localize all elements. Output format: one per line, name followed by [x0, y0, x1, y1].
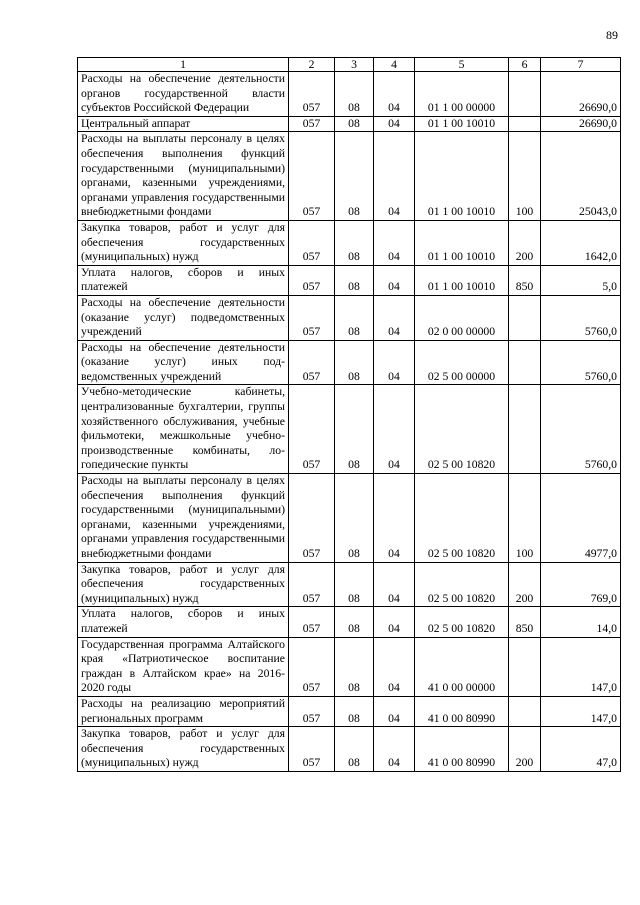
ministry-code-cell: 057: [289, 727, 335, 772]
expense-type-cell: [509, 385, 541, 474]
amount-cell: 5760,0: [541, 385, 621, 474]
ministry-code-cell: 057: [289, 116, 335, 132]
target-article-cell: 02 5 00 10820: [415, 474, 509, 563]
ministry-code-cell: 057: [289, 696, 335, 726]
expense-name-cell: Расходы на обеспечение деятельности органов государственной власти субъектов Российской Федерации: [78, 72, 289, 117]
section-code-cell: 08: [335, 116, 374, 132]
expense-type-cell: 850: [509, 265, 541, 295]
ministry-code-cell: 057: [289, 562, 335, 607]
header-col-1: 1: [78, 58, 289, 72]
ministry-code-cell: 057: [289, 637, 335, 696]
section-code-cell: 08: [335, 696, 374, 726]
expense-name-cell: Закупка товаров, работ и услуг для обеспечения государственных (муниципальных) нужд: [78, 562, 289, 607]
target-article-cell: 01 1 00 10010: [415, 220, 509, 265]
subsection-code-cell: 04: [374, 220, 415, 265]
target-article-cell: 41 0 00 00000: [415, 637, 509, 696]
expense-type-cell: 850: [509, 607, 541, 637]
section-code-cell: 08: [335, 727, 374, 772]
amount-cell: 26690,0: [541, 116, 621, 132]
amount-cell: 47,0: [541, 727, 621, 772]
expense-name-cell: Центральный аппарат: [78, 116, 289, 132]
subsection-code-cell: 04: [374, 295, 415, 340]
target-article-cell: 02 5 00 10820: [415, 385, 509, 474]
header-col-7: 7: [541, 58, 621, 72]
header-col-4: 4: [374, 58, 415, 72]
target-article-cell: 41 0 00 80990: [415, 696, 509, 726]
header-col-5: 5: [415, 58, 509, 72]
header-col-2: 2: [289, 58, 335, 72]
amount-cell: 147,0: [541, 696, 621, 726]
expense-type-cell: 200: [509, 727, 541, 772]
section-code-cell: 08: [335, 340, 374, 385]
ministry-code-cell: 057: [289, 385, 335, 474]
table-row: [78, 72, 621, 117]
table-row: [78, 220, 621, 265]
table-body: [78, 72, 621, 772]
ministry-code-cell: 057: [289, 265, 335, 295]
target-article-cell: 02 5 00 10820: [415, 562, 509, 607]
ministry-code-cell: 057: [289, 474, 335, 563]
amount-cell: 14,0: [541, 607, 621, 637]
subsection-code-cell: 04: [374, 116, 415, 132]
expense-name-cell: Учебно-методические кабинеты, централизованные бухгалтерии, группы хозяйственного обслуживания, учебные фильмотеки, межшкольные учебно-производственные комбинаты, логопедические пункты: [78, 385, 289, 474]
expense-name-cell: Расходы на выплаты персоналу в целях обеспечения выполнения функций государственными (муниципальными) органами, казенными учреждениями, органами управления государственными внебюджетными фондами: [78, 132, 289, 221]
table-row: [78, 696, 621, 726]
expense-type-cell: [509, 72, 541, 117]
expense-type-cell: [509, 696, 541, 726]
target-article-cell: 02 5 00 10820: [415, 607, 509, 637]
expense-type-cell: [509, 116, 541, 132]
table-row: [78, 727, 621, 772]
ministry-code-cell: 057: [289, 340, 335, 385]
ministry-code-cell: 057: [289, 220, 335, 265]
expense-name-cell: Государственная программа Алтайского края «Патриотическое воспитание граждан в Алтайском крае» на 2016-2020 годы: [78, 637, 289, 696]
expense-type-cell: [509, 340, 541, 385]
subsection-code-cell: 04: [374, 385, 415, 474]
section-code-cell: 08: [335, 132, 374, 221]
table-row: [78, 607, 621, 637]
table-row: [78, 340, 621, 385]
table-row: [78, 265, 621, 295]
page-number: 89: [606, 28, 618, 42]
amount-cell: 5760,0: [541, 295, 621, 340]
target-article-cell: 02 5 00 00000: [415, 340, 509, 385]
expense-name-cell: Закупка товаров, работ и услуг для обеспечения государственных (муниципальных) нужд: [78, 727, 289, 772]
target-article-cell: 01 1 00 10010: [415, 132, 509, 221]
expense-type-cell: 200: [509, 220, 541, 265]
amount-cell: 147,0: [541, 637, 621, 696]
ministry-code-cell: 057: [289, 132, 335, 221]
amount-cell: 25043,0: [541, 132, 621, 221]
ministry-code-cell: 057: [289, 607, 335, 637]
table-row: [78, 474, 621, 563]
header-col-6: 6: [509, 58, 541, 72]
expense-name-cell: Закупка товаров, работ и услуг для обеспечения государственных (муниципальных) нужд: [78, 220, 289, 265]
expense-name-cell: Уплата налогов, сборов и иных платежей: [78, 607, 289, 637]
subsection-code-cell: 04: [374, 727, 415, 772]
table-row: [78, 637, 621, 696]
table-row: [78, 132, 621, 221]
amount-cell: 1642,0: [541, 220, 621, 265]
section-code-cell: 08: [335, 295, 374, 340]
subsection-code-cell: 04: [374, 562, 415, 607]
expense-name-cell: Расходы на реализацию мероприятий региональных программ: [78, 696, 289, 726]
section-code-cell: 08: [335, 220, 374, 265]
subsection-code-cell: 04: [374, 607, 415, 637]
table-header: [78, 58, 621, 72]
table-row: [78, 385, 621, 474]
expense-type-cell: [509, 295, 541, 340]
subsection-code-cell: 04: [374, 696, 415, 726]
target-article-cell: 41 0 00 80990: [415, 727, 509, 772]
expense-name-cell: Уплата налогов, сборов и иных платежей: [78, 265, 289, 295]
expense-type-cell: 100: [509, 132, 541, 221]
section-code-cell: 08: [335, 607, 374, 637]
expense-name-cell: Расходы на обеспечение деятельности (оказание услуг) иных подведомственных учреждений: [78, 340, 289, 385]
target-article-cell: 02 0 00 00000: [415, 295, 509, 340]
ministry-code-cell: 057: [289, 295, 335, 340]
table-row: [78, 562, 621, 607]
section-code-cell: 08: [335, 72, 374, 117]
subsection-code-cell: 04: [374, 265, 415, 295]
expense-name-cell: Расходы на обеспечение деятельности (оказание услуг) подведомственных учреждений: [78, 295, 289, 340]
expense-name-cell: Расходы на выплаты персоналу в целях обеспечения выполнения функций государственными (муниципальными) органами, казенными учреждениями, органами управления государственными внебюджетными фондами: [78, 474, 289, 563]
amount-cell: 26690,0: [541, 72, 621, 117]
section-code-cell: 08: [335, 637, 374, 696]
subsection-code-cell: 04: [374, 132, 415, 221]
subsection-code-cell: 04: [374, 72, 415, 117]
section-code-cell: 08: [335, 562, 374, 607]
target-article-cell: 01 1 00 10010: [415, 265, 509, 295]
amount-cell: 5,0: [541, 265, 621, 295]
subsection-code-cell: 04: [374, 340, 415, 385]
expense-type-cell: 100: [509, 474, 541, 563]
expense-type-cell: [509, 637, 541, 696]
budget-table: [77, 57, 621, 772]
amount-cell: 5760,0: [541, 340, 621, 385]
ministry-code-cell: 057: [289, 72, 335, 117]
section-code-cell: 08: [335, 265, 374, 295]
subsection-code-cell: 04: [374, 637, 415, 696]
table-row: [78, 295, 621, 340]
target-article-cell: 01 1 00 10010: [415, 116, 509, 132]
subsection-code-cell: 04: [374, 474, 415, 563]
amount-cell: 769,0: [541, 562, 621, 607]
section-code-cell: 08: [335, 474, 374, 563]
header-col-3: 3: [335, 58, 374, 72]
section-code-cell: 08: [335, 385, 374, 474]
table-row: [78, 116, 621, 132]
target-article-cell: 01 1 00 00000: [415, 72, 509, 117]
header-row: [78, 58, 621, 72]
amount-cell: 4977,0: [541, 474, 621, 563]
expense-type-cell: 200: [509, 562, 541, 607]
